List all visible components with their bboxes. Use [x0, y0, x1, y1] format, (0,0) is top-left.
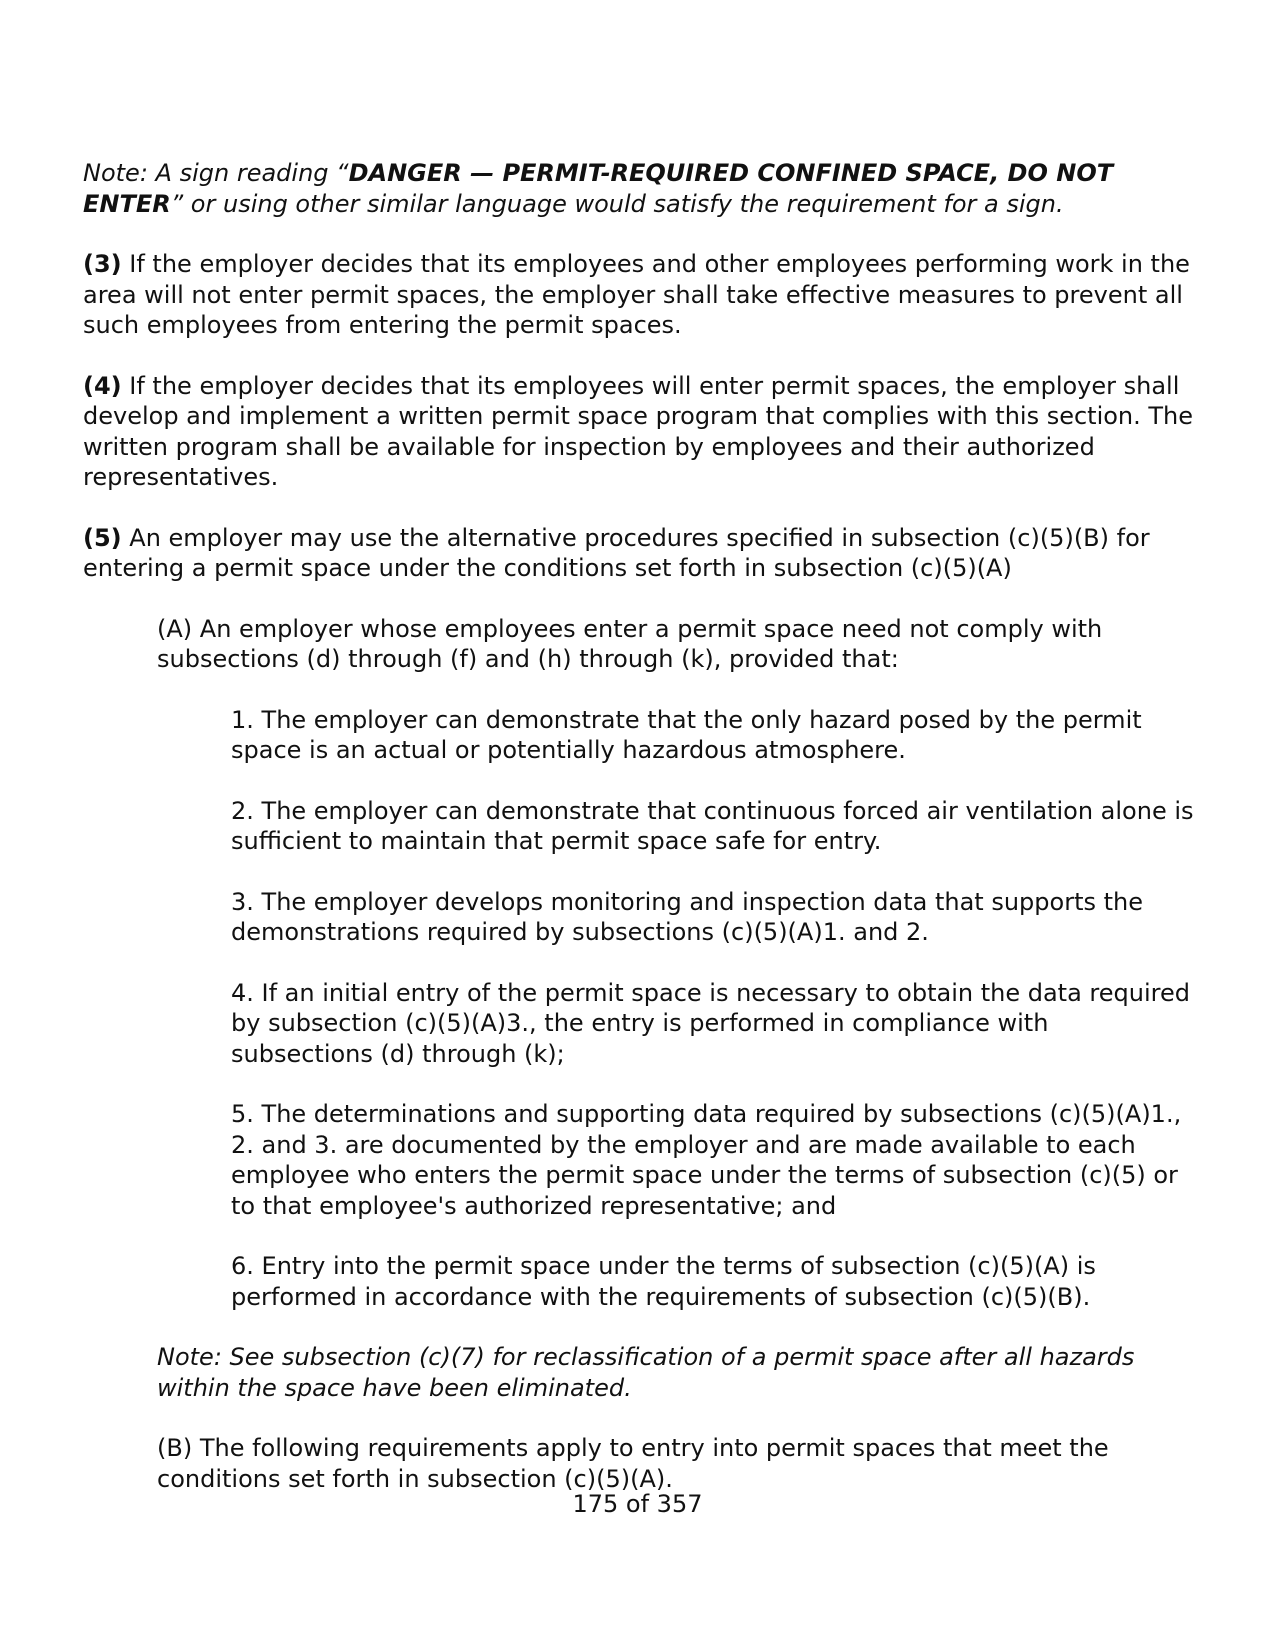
paragraph-3 — [83, 249, 1195, 341]
list-item: 2. The employer can demonstrate that continuous forced air ventilation alone is sufficient to maintain that permit space safe for entry. — [231, 796, 1194, 855]
document-body — [83, 158, 1195, 1494]
subsection-b: (B) The following requirements apply to entry into permit spaces that meet the conditions set forth in subsection (c)(5)(A). — [157, 1434, 1109, 1493]
subsection-a: (A) An employer whose employees enter a permit space need not comply with subsections (d) through (f) and (h) through (k), provided that: — [157, 614, 1103, 673]
paragraph-4-text: If the employer decides that its employees will enter permit spaces, the employer shall develop and implement a written permit space program that complies with this section. The written program shall be available for inspection by employees and their authorized representatives. — [83, 371, 1194, 491]
paragraph-4-number: (4) — [83, 371, 122, 400]
paragraph-3-text: If the employer decides that its employees and other employees performing work in the area will not enter permit spaces, the employer shall take effective measures to prevent all such employees from entering the permit spaces. — [83, 250, 1190, 339]
paragraph-5-number: (5) — [83, 523, 122, 552]
note-sign-suffix: ” or using other similar language would satisfy the requirement for a sign. — [170, 189, 1064, 218]
list-item: 5. The determinations and supporting data required by subsections (c)(5)(A)1., 2. and 3. are documented by the employer and are made available to each employee who enters the permit space under the terms of subsection (c)(5) or to that employee's authorized representative; and — [231, 1100, 1182, 1220]
list-item: 6. Entry into the permit space under the terms of subsection (c)(5)(A) is performed in accordance with the requirements of subsection (c)(5)(B). — [231, 1252, 1096, 1311]
note-reclassification: Note: See subsection (c)(7) for reclassification of a permit space after all hazards within the space have been eliminated. — [157, 1343, 1135, 1402]
note-sign-bold: DANGER — PERMIT-REQUIRED CONFINED SPACE, DO NOT ENTER — [83, 159, 1114, 218]
page-number: 175 of 357 — [572, 1490, 703, 1518]
paragraph-5-text: An employer may use the alternative procedures specified in subsection (c)(5)(B) for entering a permit space under the conditions set forth in subsection (c)(5)(A) — [83, 523, 1150, 582]
list-item: 4. If an initial entry of the permit space is necessary to obtain the data required by subsection (c)(5)(A)3., the entry is performed in compliance with subsections (d) through (k); — [231, 978, 1190, 1068]
note-sign — [83, 158, 1195, 219]
paragraph-5 — [83, 523, 1195, 584]
list-item: 1. The employer can demonstrate that the only hazard posed by the permit space is an actual or potentially hazardous atmosphere. — [231, 705, 1142, 764]
paragraph-4 — [83, 371, 1195, 493]
paragraph-3-number: (3) — [83, 250, 122, 278]
list-item: 3. The employer develops monitoring and inspection data that supports the demonstrations required by subsections (c)(5)(A)1. and 2. — [231, 887, 1143, 946]
note-sign-prefix: Note: A sign reading “ — [83, 159, 349, 187]
